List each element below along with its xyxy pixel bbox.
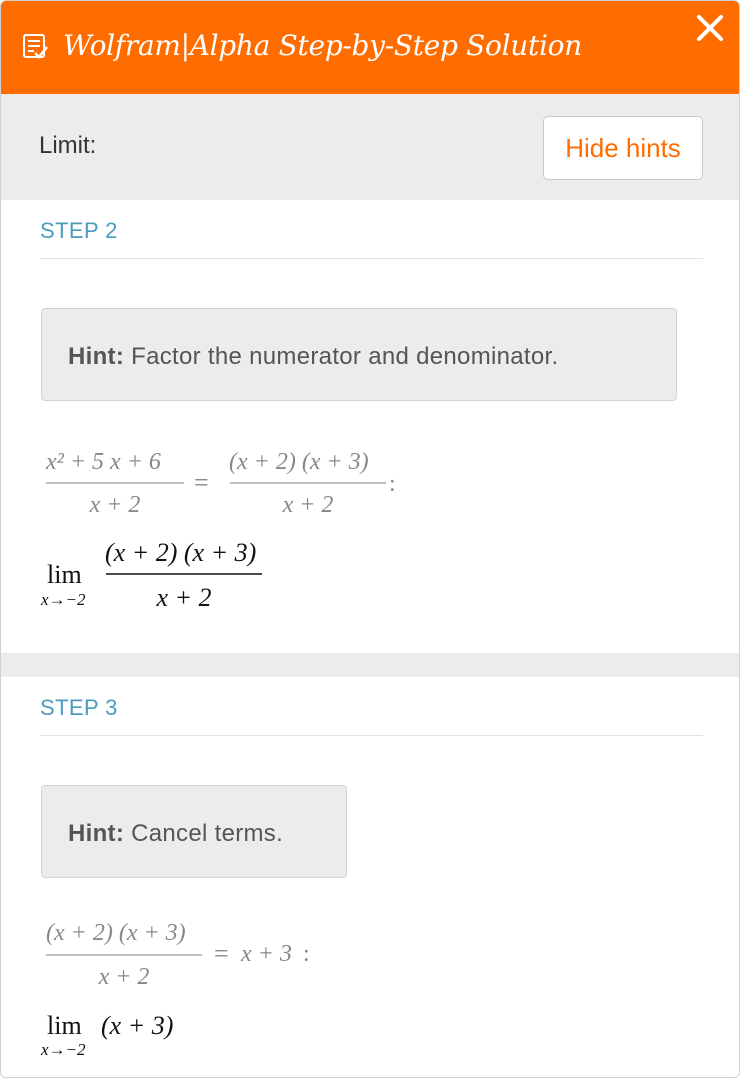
step-2-equation (41, 440, 421, 525)
equation-lhs-denominator: x + 2 (98, 964, 150, 990)
solution-notepad-icon (21, 33, 49, 61)
limit-subscript: x→−2 (41, 590, 86, 609)
step-divider (40, 258, 703, 259)
hint-text: Factor the numerator and denominator. (131, 343, 559, 370)
equation-lhs-numerator: x² + 5 x + 6 (46, 449, 161, 475)
section-gap (1, 653, 739, 677)
close-icon[interactable] (693, 11, 727, 45)
step-3-section (1, 677, 739, 1077)
step-label: STEP 3 (40, 695, 118, 720)
step-label: STEP 2 (40, 218, 118, 243)
problem-type-label: Limit: (39, 132, 97, 159)
hint-prefix: Hint: (68, 820, 125, 847)
colon: : (303, 941, 310, 967)
hint-text: Cancel terms. (131, 820, 284, 847)
result-numerator: (x + 2) (x + 3) (105, 538, 257, 567)
hint-box (41, 308, 677, 401)
hint-prefix: Hint: (68, 343, 125, 370)
equation-lhs-numerator: (x + 2) (x + 3) (46, 920, 186, 946)
step-3-equation (41, 913, 361, 998)
equation-lhs-denominator: x + 2 (89, 492, 141, 518)
equation-rhs: x + 3 (241, 941, 292, 967)
colon: : (389, 471, 396, 497)
limit-subscript: x→−2 (41, 1040, 86, 1059)
title-bar (1, 1, 739, 94)
result-expression: (x + 3) (101, 1011, 174, 1040)
equals-sign: = (194, 468, 209, 497)
hint-box (41, 785, 347, 878)
problem-header (1, 94, 739, 200)
step-3-result (39, 1002, 239, 1067)
limit-operator: lim (47, 560, 82, 589)
step-2-section (1, 200, 739, 653)
step-2-result (39, 535, 319, 615)
equals-sign: = (214, 939, 229, 968)
equation-rhs-numerator: (x + 2) (x + 3) (229, 449, 369, 475)
equation-rhs-denominator: x + 2 (282, 492, 334, 518)
limit-operator: lim (47, 1011, 82, 1040)
window-title: Wolfram|Alpha Step-by-Step Solution (63, 29, 582, 62)
hide-hints-button[interactable]: Hide hints (543, 116, 703, 180)
result-denominator: x + 2 (156, 583, 212, 612)
step-divider (40, 735, 703, 736)
